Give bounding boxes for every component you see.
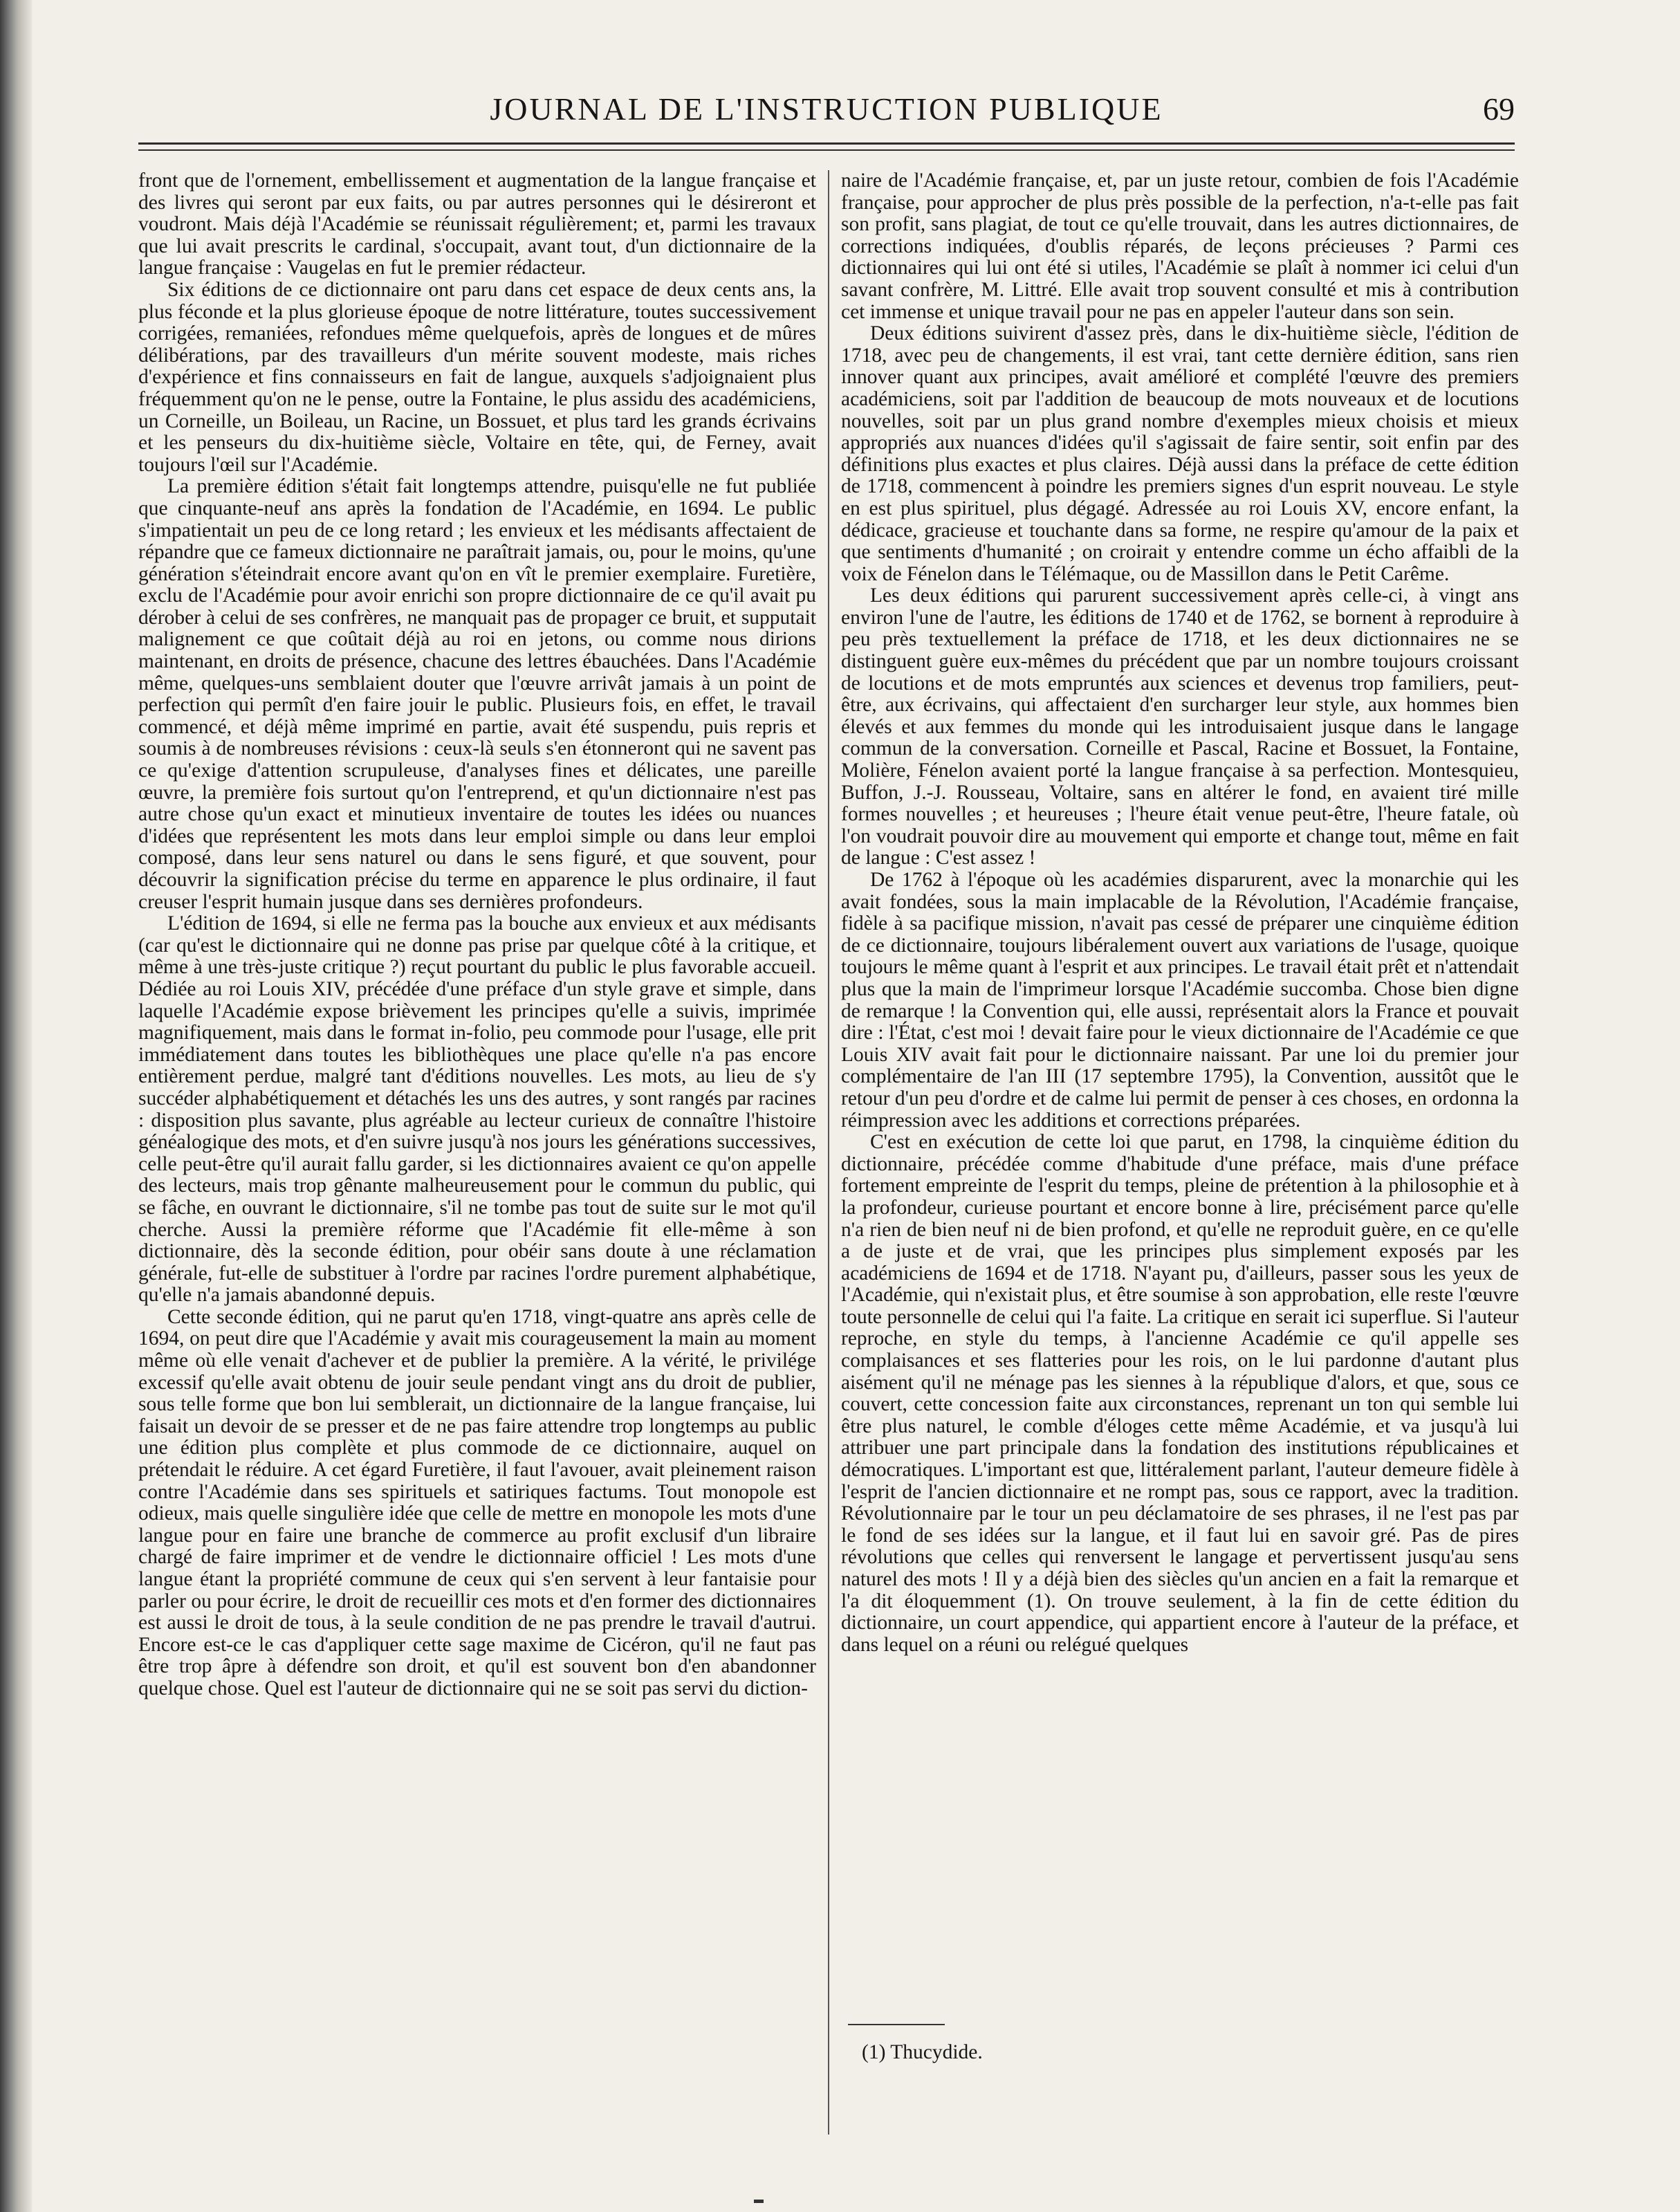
paragraph: C'est en exécution de cette loi que parut, en 1798, la cinquième édition du dictionnaire, précédée comme d'habitude d'une préface, mais d'une préface fortement empreinte de l'esprit du temps, pleine de prétention à la philosophie et à la profondeur, curieuse pourtant et encore bonne à lire, précisément parce qu'elle n'a rien de bien neuf ni de bien profond, et qu'elle ne reproduit guère, en ce qu'elle a de juste et de vrai, que les principes plus simplement exposés par les académiciens de 1694 et de 1718. N'ayant pu, d'ailleurs, passer sous les yeux de l'Académie, qui n'existait plus, et être soumise à son approbation, elle reste l'œuvre toute personnelle de celui qui l'a faite. La critique en serait ici superflue. Si l'auteur reproche, en style du temps, à l'ancienne Académie ce qu'il appelle ses complaisances et ses flatteries pour les rois, on le lui pardonne d'autant plus aisément qu'il ne ménage pas les siennes à la république d'alors, et que, sous ce couvert, cette concession faite aux circonstances, reprenant un ton qui semble lui être plus naturel, le comble d'éloges cette même Académie, et va jusqu'à lui attribuer une part principale dans la fondation des institutions républicaines et démocratiques. L'important est que, littéralement parlant, l'auteur demeure fidèle à l'esprit de l'ancien dictionnaire et ne rompt pas, sous ce rapport, avec la tradition. Révolutionnaire par le tour un peu déclamatoire de ses phrases, il ne l'est pas par le fond de ses idées sur la langue, et il faut lui en savoir gré. Pas de pires révolutions que celles qui renversent le langage et pervertissent jusqu'au sens naturel des mots ! Il y a déjà bien des siècles qu'un ancien en a fait la remarque et l'a dit éloquemment (1). On trouve seulement, à la fin de cette édition du dictionnaire, un court appendice, qui appartient encore à l'auteur de la préface, et dans lequel on a réuni ou relégué quelques: [841, 1131, 1519, 1656]
paragraph: L'édition de 1694, si elle ne ferma pas la bouche aux envieux et aux médisants (car qu'est le dictionnaire qui ne donne pas prise par quelque côté à la critique, et même à une très-juste critique ?) reçut pourtant du public le plus favorable accueil. Dédiée au roi Louis XIV, précédée d'une préface d'un style grave et simple, dans laquelle l'Académie expose brièvement les principes qu'elle a suivis, imprimée magnifiquement, mais dans le format in-folio, peu commode pour l'usage, elle prit immédiatement dans toutes les bibliothèques une place qu'elle n'a pas encore entièrement perdue, malgré tant d'éditions nouvelles. Les mots, au lieu de s'y succéder alphabétiquement et détachés les uns des autres, y sont rangés par racines : disposition plus savante, plus agréable au lecteur curieux de connaître l'histoire généalogique des mots, et d'en suivre jusqu'à nos jours les générations successives, celle peut-être qu'il aurait fallu garder, si les dictionnaires avaient ce qu'on appelle des lecteurs, mais trop gênante malheureusement pour le commun du public, qui se fâche, en ouvrant le dictionnaire, s'il ne tombe pas tout de suite sur le mot qu'il cherche. Aussi la première réforme que l'Académie fit elle-même à son dictionnaire, dès la seconde édition, pour obéir sans doute à une réclamation générale, fut-elle de substituer à l'ordre par racines l'ordre purement alphabétique, qu'elle n'a jamais abandonné depuis.: [138, 912, 816, 1307]
running-header: [138, 89, 1515, 130]
paragraph: Les deux éditions qui parurent successivement après celle-ci, à vingt ans environ l'une de l'autre, les éditions de 1740 et de 1762, se bornent à reproduire à peu près textuellement la préface de 1718, et les deux dictionnaires ne se distinguent guère eux-mêmes du précédent que par un nombre toujours croissant de locutions et de mots empruntés aux sciences et devenus trop familiers, peut-être, aux écrivains, qui affectaient d'en surcharger leur style, aux hommes bien élevés et aux femmes du monde qui les introduisaient jusque dans le langage commun de la conversation. Corneille et Pascal, Racine et Bossuet, la Fontaine, Molière, Fénelon avaient porté la langue française à sa perfection. Montesquieu, Buffon, J.-J. Rousseau, Voltaire, sans en altérer le fond, en avaient tiré mille formes nouvelles ; et heureuses ; l'heure était venue peut-être, l'heure fatale, où l'on voudrait pouvoir dire au mouvement qui emporte et change tout, même en fait de langue : C'est assez !: [841, 584, 1519, 869]
footnote: (1) Thucydide.: [862, 2041, 983, 2063]
paragraph: Cette seconde édition, qui ne parut qu'en 1718, vingt-quatre ans après celle de 1694, on peut dire que l'Académie y avait mis courageusement la main au moment même où elle venait d'achever et de publier la première. A la vérité, le privilége excessif qu'elle avait obtenu de jouir seule pendant vingt ans du droit de publier, sous telle forme que bon lui semblerait, un dictionnaire de la langue française, lui faisait un devoir de se presser et de ne pas faire attendre trop longtemps au public une édition plus complète et plus commode de ce dictionnaire, auquel on prétendait le réduire. A cet égard Furetière, il faut l'avouer, avait pleinement raison contre l'Académie dans ses spirituels et satiriques factums. Tout monopole est odieux, mais quelle singulière idée que celle de mettre en monopole les mots d'une langue pour en faire une branche de commerce au profit exclusif d'un libraire chargé de faire imprimer et de vendre le dictionnaire officiel ! Les mots d'une langue étant la propriété commune de ceux qui s'en servent à leur fantaisie pour parler ou pour écrire, le droit de recueillir ces mots et d'en former des dictionnaires est aussi le droit de tous, à la seule condition de ne pas prendre le travail d'autrui. Encore est-ce le cas d'appliquer cette sage maxime de Cicéron, qu'il ne faut pas être trop âpre à défendre son droit, et qu'il est souvent bon d'en abandonner quelque chose. Quel est l'auteur de dictionnaire qui ne se soit pas servi du diction-: [138, 1305, 816, 1699]
left-column: [138, 170, 816, 2135]
paragraph: naire de l'Académie française, et, par un juste retour, combien de fois l'Académie française, pour approcher de plus près possible de la perfection, n'a-t-elle pas fait son profit, sans plagiat, de tout ce qu'elle trouvait, dans les autres dictionnaires, de corrections indiquées, d'oublis réparés, de leçons précieuses ? Parmi ces dictionnaires qui lui ont été si utiles, l'Académie se plaît à nommer ici celui d'un savant confrère, M. Littré. Elle avait trop souvent consulté et mis à contribution cet immense et unique travail pour ne pas en appeler l'auteur dans son sein.: [841, 169, 1519, 323]
paragraph: Six éditions de ce dictionnaire ont paru dans cet espace de deux cents ans, la plus féconde et la plus glorieuse époque de notre littérature, toutes successivement corrigées, remaniées, refondues même quelquefois, après de longues et de mûres délibérations, par des travailleurs d'un mérite souvent modeste, mais riches d'expérience et fins connaisseurs en fait de langue, auxquels s'adjoignaient plus fréquemment qu'on ne le pense, outre la Fontaine, le plus assidu des académiciens, un Corneille, un Boileau, un Racine, un Bossuet, et plus tard les grands écrivains et les penseurs du dix-huitième siècle, Voltaire en tête, qui, de Ferney, avait toujours l'œil sur l'Académie.: [138, 278, 816, 476]
print-mark: [754, 2200, 764, 2203]
journal-title: JOURNAL DE L'INSTRUCTION PUBLIQUE: [490, 91, 1163, 127]
footnote-rule: [848, 2024, 945, 2025]
header-rule-top: [138, 142, 1515, 145]
page-binding-edge: [0, 0, 32, 2212]
header-rule-bottom: [138, 149, 1515, 151]
column-divider: [828, 170, 829, 2135]
paragraph: Deux éditions suivirent d'assez près, dans le dix-huitième siècle, l'édition de 1718, avec peu de changements, il est vrai, tant cette dernière édition, sans rien innover quant aux principes, avait amélioré et complété l'œuvre des premiers académiciens, soit par l'addition de beaucoup de mots nouveaux et de locutions nouvelles, soit par un plus grand nombre d'exemples mieux choisis et mieux appropriés aux nuances d'idées qu'il s'agissait de faire sentir, soit enfin par des définitions plus exactes et plus claires. Déjà aussi dans la préface de cette édition de 1718, commencent à poindre les premiers signes d'un esprit nouveau. Le style en est plus spirituel, plus dégagé. Adressée au roi Louis XV, encore enfant, la dédicace, gracieuse et touchante dans sa forme, ne respire qu'amour de la paix et que sentiments d'humanité ; on croirait y entendre comme un écho affaibli de la voix de Fénelon dans le Télémaque, ou de Massillon dans le Petit Carême.: [841, 322, 1519, 585]
paragraph: front que de l'ornement, embellissement et augmentation de la langue française et des livres qui seront par eux faits, ou par autres personnes qui le désireront et voudront. Mais déjà l'Académie se réunissait régulièrement; et, parmi les travaux que lui avait prescrits le cardinal, s'occupait, avant tout, d'un dictionnaire de la langue française : Vaugelas en fut le premier rédacteur.: [138, 169, 816, 279]
page-number: 69: [1483, 91, 1515, 127]
paragraph: De 1762 à l'époque où les académies disparurent, avec la monarchie qui les avait fondées, sous la main implacable de la Révolution, l'Académie française, fidèle à sa pacifique mission, n'avait pas cessé de préparer une cinquième édition de ce dictionnaire, toujours libéralement ouvert aux variations de l'usage, quoique toujours le même quant à l'esprit et aux principes. Le travail était prêt et n'attendait plus que la main de l'imprimeur lorsque l'Académie succomba. Chose bien digne de remarque ! la Convention qui, elle aussi, représentait alors la France et pouvait dire : l'État, c'est moi ! devait faire pour le vieux dictionnaire de l'Académie ce que Louis XIV avait fait pour le dictionnaire naissant. Par une loi du premier jour complémentaire de l'an III (17 septembre 1795), la Convention, aussitôt que le retour d'un peu d'ordre et de calme lui permit de penser à ces choses, en ordonna la réimpression avec les additions et corrections préparées.: [841, 869, 1519, 1132]
right-column: [841, 170, 1519, 2052]
paragraph: La première édition s'était fait longtemps attendre, puisqu'elle ne fut publiée que cinquante-neuf ans après la fondation de l'Académie, en 1694. Le public s'impatientait un peu de ce long retard ; les envieux et les médisants affectaient de répandre que ce fameux dictionnaire ne paraîtrait jamais, ou, pour le moins, qu'une génération s'éteindrait encore avant qu'on en vît le premier exemplaire. Furetière, exclu de l'Académie pour avoir enrichi son propre dictionnaire de ce qu'il avait pu dérober à celui de ses confrères, ne manquait pas de propager ce bruit, et supputait malignement ce que coûtait déjà au roi en jetons, ou comme nous dirions maintenant, en droits de présence, chacune des lettres ébauchées. Dans l'Académie même, quelques-uns semblaient douter que l'œuvre arrivât jamais à un point de perfection qui permît d'en faire jouir le public. Plusieurs fois, en effet, le travail commencé, et déjà même imprimé en partie, avait été suspendu, puis repris et soumis à de nombreuses révisions : ceux-là seuls s'en étonneront qui ne savent pas ce qu'exige d'attention scrupuleuse, d'analyses fines et délicates, une pareille œuvre, la première fois surtout qu'on l'entreprend, et qu'un dictionnaire n'est pas autre chose qu'un exact et minutieux inventaire de toutes les idées ou nuances d'idées que représentent les mots dans leur emploi simple ou dans leur emploi composé, dans leur sens naturel ou dans le sens figuré, et que souvent, pour découvrir la signification précise du terme en apparence le plus ordinaire, il faut creuser l'esprit humain jusque dans ses dernières profondeurs.: [138, 475, 816, 913]
